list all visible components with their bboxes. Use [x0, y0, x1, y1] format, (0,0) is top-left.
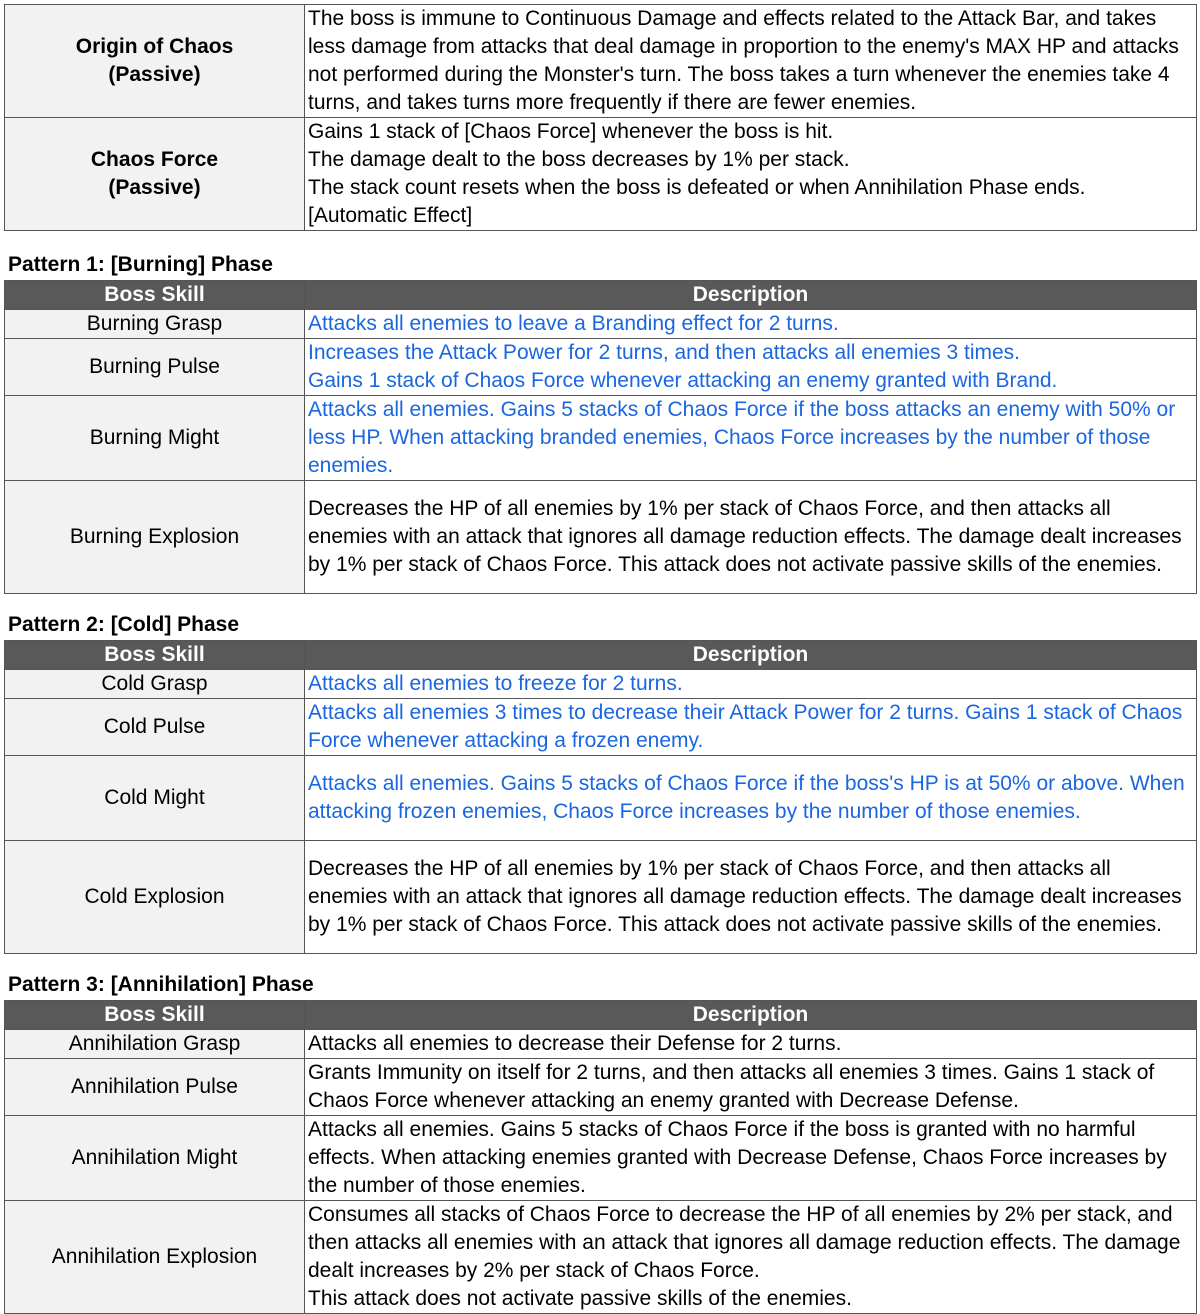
- skill-name: Cold Explosion: [5, 841, 305, 954]
- table-row: [5, 756, 1197, 841]
- skill-name: Annihilation Might: [5, 1116, 305, 1201]
- pattern-2-title: Pattern 2: [Cold] Phase: [8, 613, 240, 636]
- passive-name-origin-of-chaos: [5, 5, 305, 118]
- table-row: [5, 481, 1197, 594]
- skill-description: Attacks all enemies to leave a Branding effect for 2 turns.: [305, 310, 1197, 339]
- passive-description: The boss is immune to Continuous Damage and effects related to the Attack Bar, and takes less damage from attacks that deal damage in proportion to the enemy's MAX HP and attacks not performed during the Monster's turn. The boss takes a turn whenever the enemies take 4 turns, and takes turns more frequently if there are fewer enemies.: [305, 5, 1197, 118]
- passive-name-chaos-force: [5, 118, 305, 231]
- header-description: Description: [305, 641, 1197, 670]
- skill-description: Attacks all enemies 3 times to decrease their Attack Power for 2 turns. Gains 1 stack of Chaos Force whenever attacking a frozen enemy.: [305, 699, 1197, 756]
- passive-type-label: (Passive): [108, 63, 201, 86]
- skill-description: Attacks all enemies. Gains 5 stacks of Chaos Force if the boss's HP is at 50% or above. When attacking frozen enemies, Chaos Force increases by the number of those enemies.: [305, 756, 1197, 841]
- table-row: [5, 310, 1197, 339]
- skill-description: Consumes all stacks of Chaos Force to decrease the HP of all enemies by 2% per stack, and then attacks all enemies with an attack that ignores all damage reduction effects. The damage dealt increases by 2% per stack of Chaos Force. This attack does not activate passive skills of the enemies.: [305, 1201, 1197, 1314]
- header-boss-skill: Boss Skill: [5, 281, 305, 310]
- table-row: [5, 1116, 1197, 1201]
- table-header-row: [5, 281, 1197, 310]
- skill-name: Burning Explosion: [5, 481, 305, 594]
- passive-name-line: Chaos Force: [90, 148, 219, 171]
- table-row: [5, 699, 1197, 756]
- header-description: Description: [305, 1001, 1197, 1030]
- skill-name: Burning Pulse: [5, 339, 305, 396]
- skill-description: Attacks all enemies to freeze for 2 turns.: [305, 670, 1197, 699]
- skill-name: Burning Might: [5, 396, 305, 481]
- passive-description: Gains 1 stack of [Chaos Force] whenever the boss is hit. The damage dealt to the boss decreases by 1% per stack. The stack count resets when the boss is defeated or when Annihilation Phase ends. [Automatic Effect]: [305, 118, 1197, 231]
- table-header-row: [5, 641, 1197, 670]
- table-row: [5, 1059, 1197, 1116]
- skill-name: Annihilation Pulse: [5, 1059, 305, 1116]
- skill-description: Attacks all enemies. Gains 5 stacks of Chaos Force if the boss attacks an enemy with 50% or less HP. When attacking branded enemies, Chaos Force increases by the number of those enemies.: [305, 396, 1197, 481]
- pattern-2-table: [4, 640, 1197, 954]
- skill-description: Attacks all enemies. Gains 5 stacks of Chaos Force if the boss is granted with no harmful effects. When attacking enemies granted with Decrease Defense, Chaos Force increases by the number of those enemies.: [305, 1116, 1197, 1201]
- passive-name-line: Origin of Chaos: [75, 35, 234, 58]
- pattern-3-table: [4, 1000, 1197, 1314]
- skill-name: Annihilation Explosion: [5, 1201, 305, 1314]
- skill-description: Decreases the HP of all enemies by 1% per stack of Chaos Force, and then attacks all enemies with an attack that ignores all damage reduction effects. The damage dealt increases by 1% per stack of Chaos Force. This attack does not activate passive skills of the enemies.: [305, 841, 1197, 954]
- skill-name: Cold Might: [5, 756, 305, 841]
- pattern-1-title: Pattern 1: [Burning] Phase: [8, 253, 273, 276]
- table-row: [5, 5, 1197, 118]
- header-boss-skill: Boss Skill: [5, 641, 305, 670]
- table-row: [5, 670, 1197, 699]
- skill-name: Cold Pulse: [5, 699, 305, 756]
- skill-name: Cold Grasp: [5, 670, 305, 699]
- header-boss-skill: Boss Skill: [5, 1001, 305, 1030]
- skill-description: Increases the Attack Power for 2 turns, and then attacks all enemies 3 times. Gains 1 stack of Chaos Force whenever attacking an enemy granted with Brand.: [305, 339, 1197, 396]
- passive-skills-table: [4, 4, 1197, 231]
- skill-description: Attacks all enemies to decrease their Defense for 2 turns.: [305, 1030, 1197, 1059]
- table-row: [5, 339, 1197, 396]
- skill-description: Decreases the HP of all enemies by 1% per stack of Chaos Force, and then attacks all enemies with an attack that ignores all damage reduction effects. The damage dealt increases by 1% per stack of Chaos Force. This attack does not activate passive skills of the enemies.: [305, 481, 1197, 594]
- skill-name: Annihilation Grasp: [5, 1030, 305, 1059]
- table-row: [5, 1201, 1197, 1314]
- skill-description: Grants Immunity on itself for 2 turns, and then attacks all enemies 3 times. Gains 1 stack of Chaos Force whenever attacking an enemy granted with Decrease Defense.: [305, 1059, 1197, 1116]
- table-row: [5, 118, 1197, 231]
- header-description: Description: [305, 281, 1197, 310]
- table-row: [5, 396, 1197, 481]
- pattern-1-table: [4, 280, 1197, 594]
- passive-type-label: (Passive): [108, 176, 201, 199]
- pattern-3-title: Pattern 3: [Annihilation] Phase: [8, 973, 314, 996]
- table-row: [5, 841, 1197, 954]
- table-header-row: [5, 1001, 1197, 1030]
- table-row: [5, 1030, 1197, 1059]
- skill-name: Burning Grasp: [5, 310, 305, 339]
